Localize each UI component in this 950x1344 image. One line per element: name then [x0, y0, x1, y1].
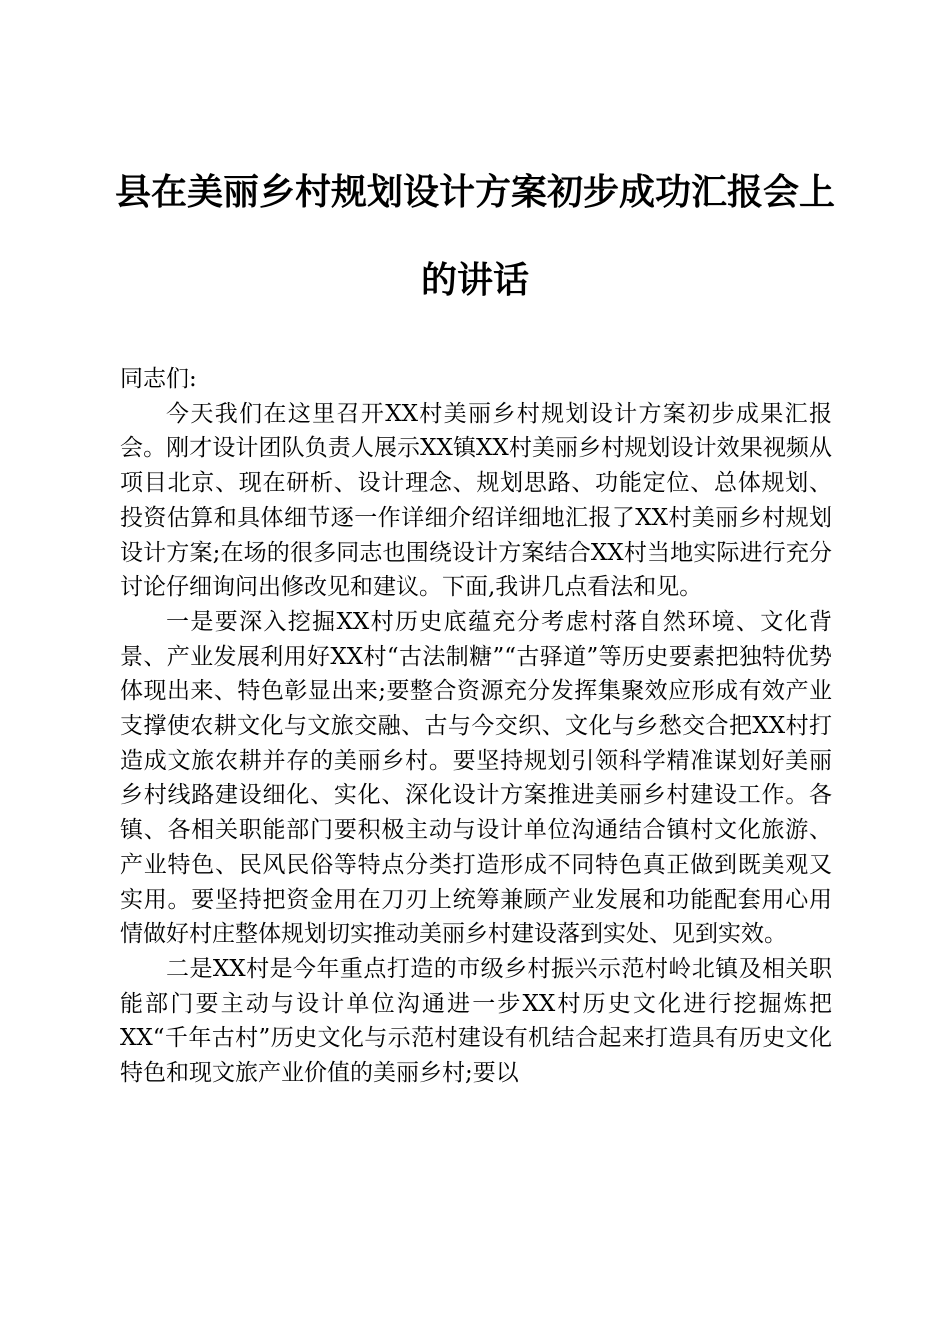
paragraph-1: 今天我们在这里召开XX村美丽乡村规划设计方案初步成果汇报会。刚才设计团队负责人展示XX镇XX村美丽乡村规划设计效果视频从项目北京、现在研析、设计理念、规划思路、功能定位、总体规划、投资估算和具体细节逐一作详细介绍详细地汇报了XX村美丽乡村规划设计方案;在场的很多同志也围绕设计方案结合XX村当地实际进行充分讨论仔细询问出修改见和建议。下面,我讲几点看法和见。	[120, 400, 832, 601]
document-title: 县在美丽乡村规划设计方案初步成功汇报会上的讲话	[114, 171, 835, 301]
paragraph-2: 一是要深入挖掘XX村历史底蕴充分考虑村落自然环境、文化背景、产业发展利用好XX村“古法制糖”“古驿道”等历史要素把独特优势体现出来、特色彰显出来;要整合资源充分发挥集聚效应形成有效产业支撑使农耕文化与文旅交融、古与今交织、文化与乡愁交合把XX村打造成文旅农耕并存的美丽乡村。要坚持规划引领科学精准谋划好美丽乡村线路建设细化、实化、深化设计方案推进美丽乡村建设工作。各镇、各相关职能部门要积极主动与设计单位沟通结合镇村文化旅游、产业特色、民风民俗等特点分类打造形成不同特色真正做到既美观又实用。要坚持把资金用在刀刃上统筹兼顾产业发展和功能配套用心用情做好村庄整体规划切实推动美丽乡村建设落到实处、见到实效。	[120, 608, 832, 948]
paragraph-3: 二是XX村是今年重点打造的市级乡村振兴示范村岭北镇及相关职能部门要主动与设计单位沟通进一步XX村历史文化进行挖掘炼把XX“千年古村”历史文化与示范村建设有机结合起来打造具有历史文化特色和现文旅产业价值的美丽乡村;要以	[120, 955, 832, 1087]
salutation: 同志们:	[120, 366, 197, 392]
document-body	[120, 362, 832, 1091]
